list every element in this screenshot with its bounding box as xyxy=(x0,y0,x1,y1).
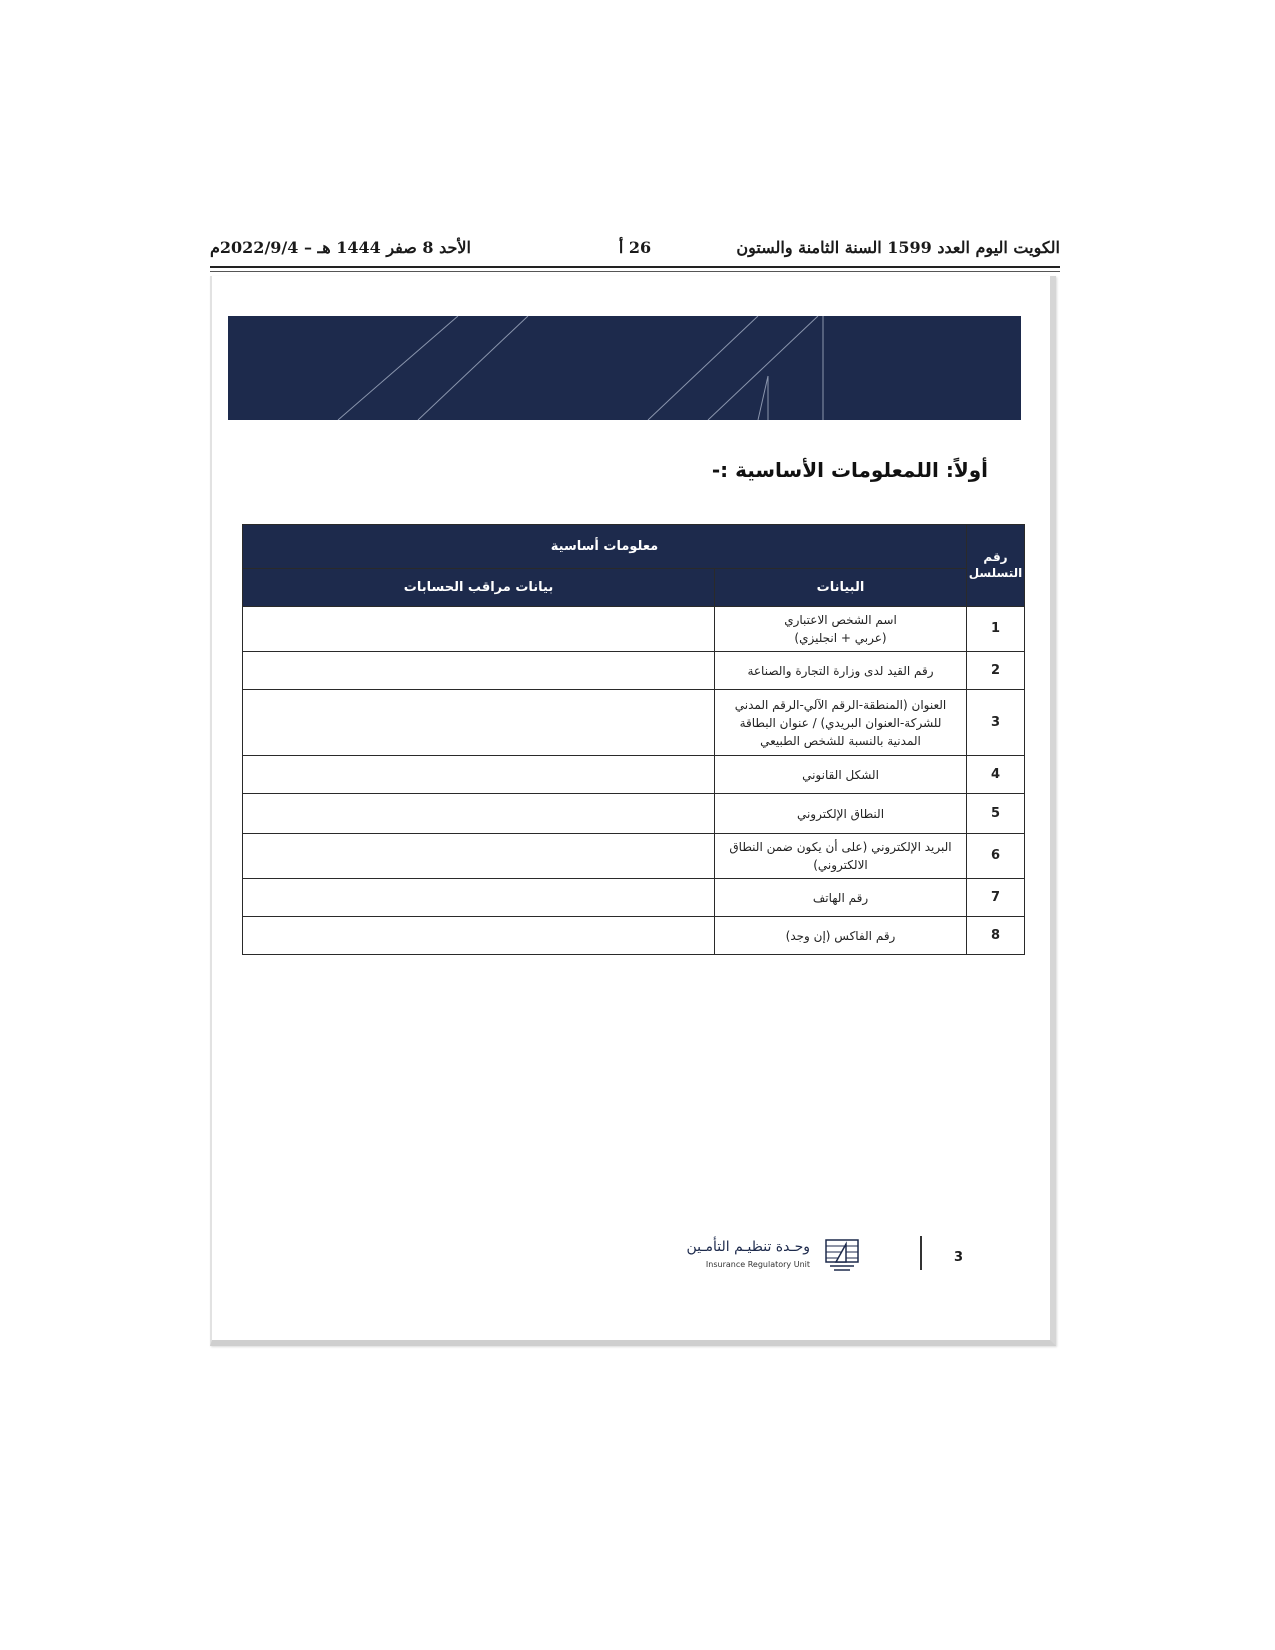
header-banner xyxy=(228,316,1021,420)
insurance-unit-logo-icon xyxy=(824,1238,860,1272)
header-rule-thin xyxy=(210,271,1060,272)
logo-arabic-text: وحـدة تنظيـم التأمـين xyxy=(686,1239,810,1255)
header-serial: رقم التسلسل xyxy=(967,525,1025,607)
basic-info-table xyxy=(242,524,1025,955)
header-data: البيانات xyxy=(715,569,967,607)
row-label: الشكل القانوني xyxy=(715,756,967,794)
table-row xyxy=(243,690,1025,756)
row-number: 6 xyxy=(967,834,1025,879)
row-number: 4 xyxy=(967,756,1025,794)
header-basic-info: معلومات أساسية xyxy=(243,525,967,569)
page-footer xyxy=(212,1236,1050,1286)
row-label: رقم الهاتف xyxy=(715,879,967,917)
table-row xyxy=(243,879,1025,917)
page-number: 3 xyxy=(954,1250,964,1265)
row-label: رقم القيد لدى وزارة التجارة والصناعة xyxy=(715,652,967,690)
row-value-cell[interactable] xyxy=(243,690,715,756)
row-value-cell[interactable] xyxy=(243,607,715,652)
scanned-page xyxy=(210,276,1056,1346)
row-number: 1 xyxy=(967,607,1025,652)
row-value-cell[interactable] xyxy=(243,917,715,955)
row-label: العنوان (المنطقة-الرقم الآلي-الرقم المدني للشركة-العنوان البريدي) / عنوان البطاقة المدنية بالنسبة للشخص الطبيعي xyxy=(715,690,967,756)
row-label: البريد الإلكتروني (على أن يكون ضمن النطاق الالكتروني) xyxy=(715,834,967,879)
logo-english-text: Insurance Regulatory Unit xyxy=(705,1260,810,1269)
row-number: 8 xyxy=(967,917,1025,955)
gazette-date: الأحد 8 صفر 1444 هـ – 2022/9/4م xyxy=(210,238,471,257)
row-number: 3 xyxy=(967,690,1025,756)
table-row xyxy=(243,834,1025,879)
table-row xyxy=(243,652,1025,690)
table-row xyxy=(243,607,1025,652)
table-row xyxy=(243,917,1025,955)
footer-divider xyxy=(920,1236,922,1270)
banner-lines xyxy=(228,316,1021,420)
row-label: رقم الفاكس (إن وجد) xyxy=(715,917,967,955)
table-row xyxy=(243,756,1025,794)
gazette-header xyxy=(210,238,1060,266)
table-row xyxy=(243,794,1025,834)
row-value-cell[interactable] xyxy=(243,834,715,879)
row-number: 7 xyxy=(967,879,1025,917)
row-number: 5 xyxy=(967,794,1025,834)
row-number: 2 xyxy=(967,652,1025,690)
row-label: النطاق الإلكتروني xyxy=(715,794,967,834)
header-rule xyxy=(210,266,1060,268)
row-value-cell[interactable] xyxy=(243,652,715,690)
header-auditor: بيانات مراقب الحسابات xyxy=(243,569,715,607)
row-label: اسم الشخص الاعتباري (عربي + انجليزي) xyxy=(715,607,967,652)
section-title: أولاً: اللمعلومات الأساسية :- xyxy=(711,458,988,482)
gazette-page: 26 أ xyxy=(618,238,652,257)
gazette-issue: الكويت اليوم العدد 1599 السنة الثامنة والستون xyxy=(736,238,1060,257)
row-value-cell[interactable] xyxy=(243,756,715,794)
row-value-cell[interactable] xyxy=(243,794,715,834)
row-value-cell[interactable] xyxy=(243,879,715,917)
